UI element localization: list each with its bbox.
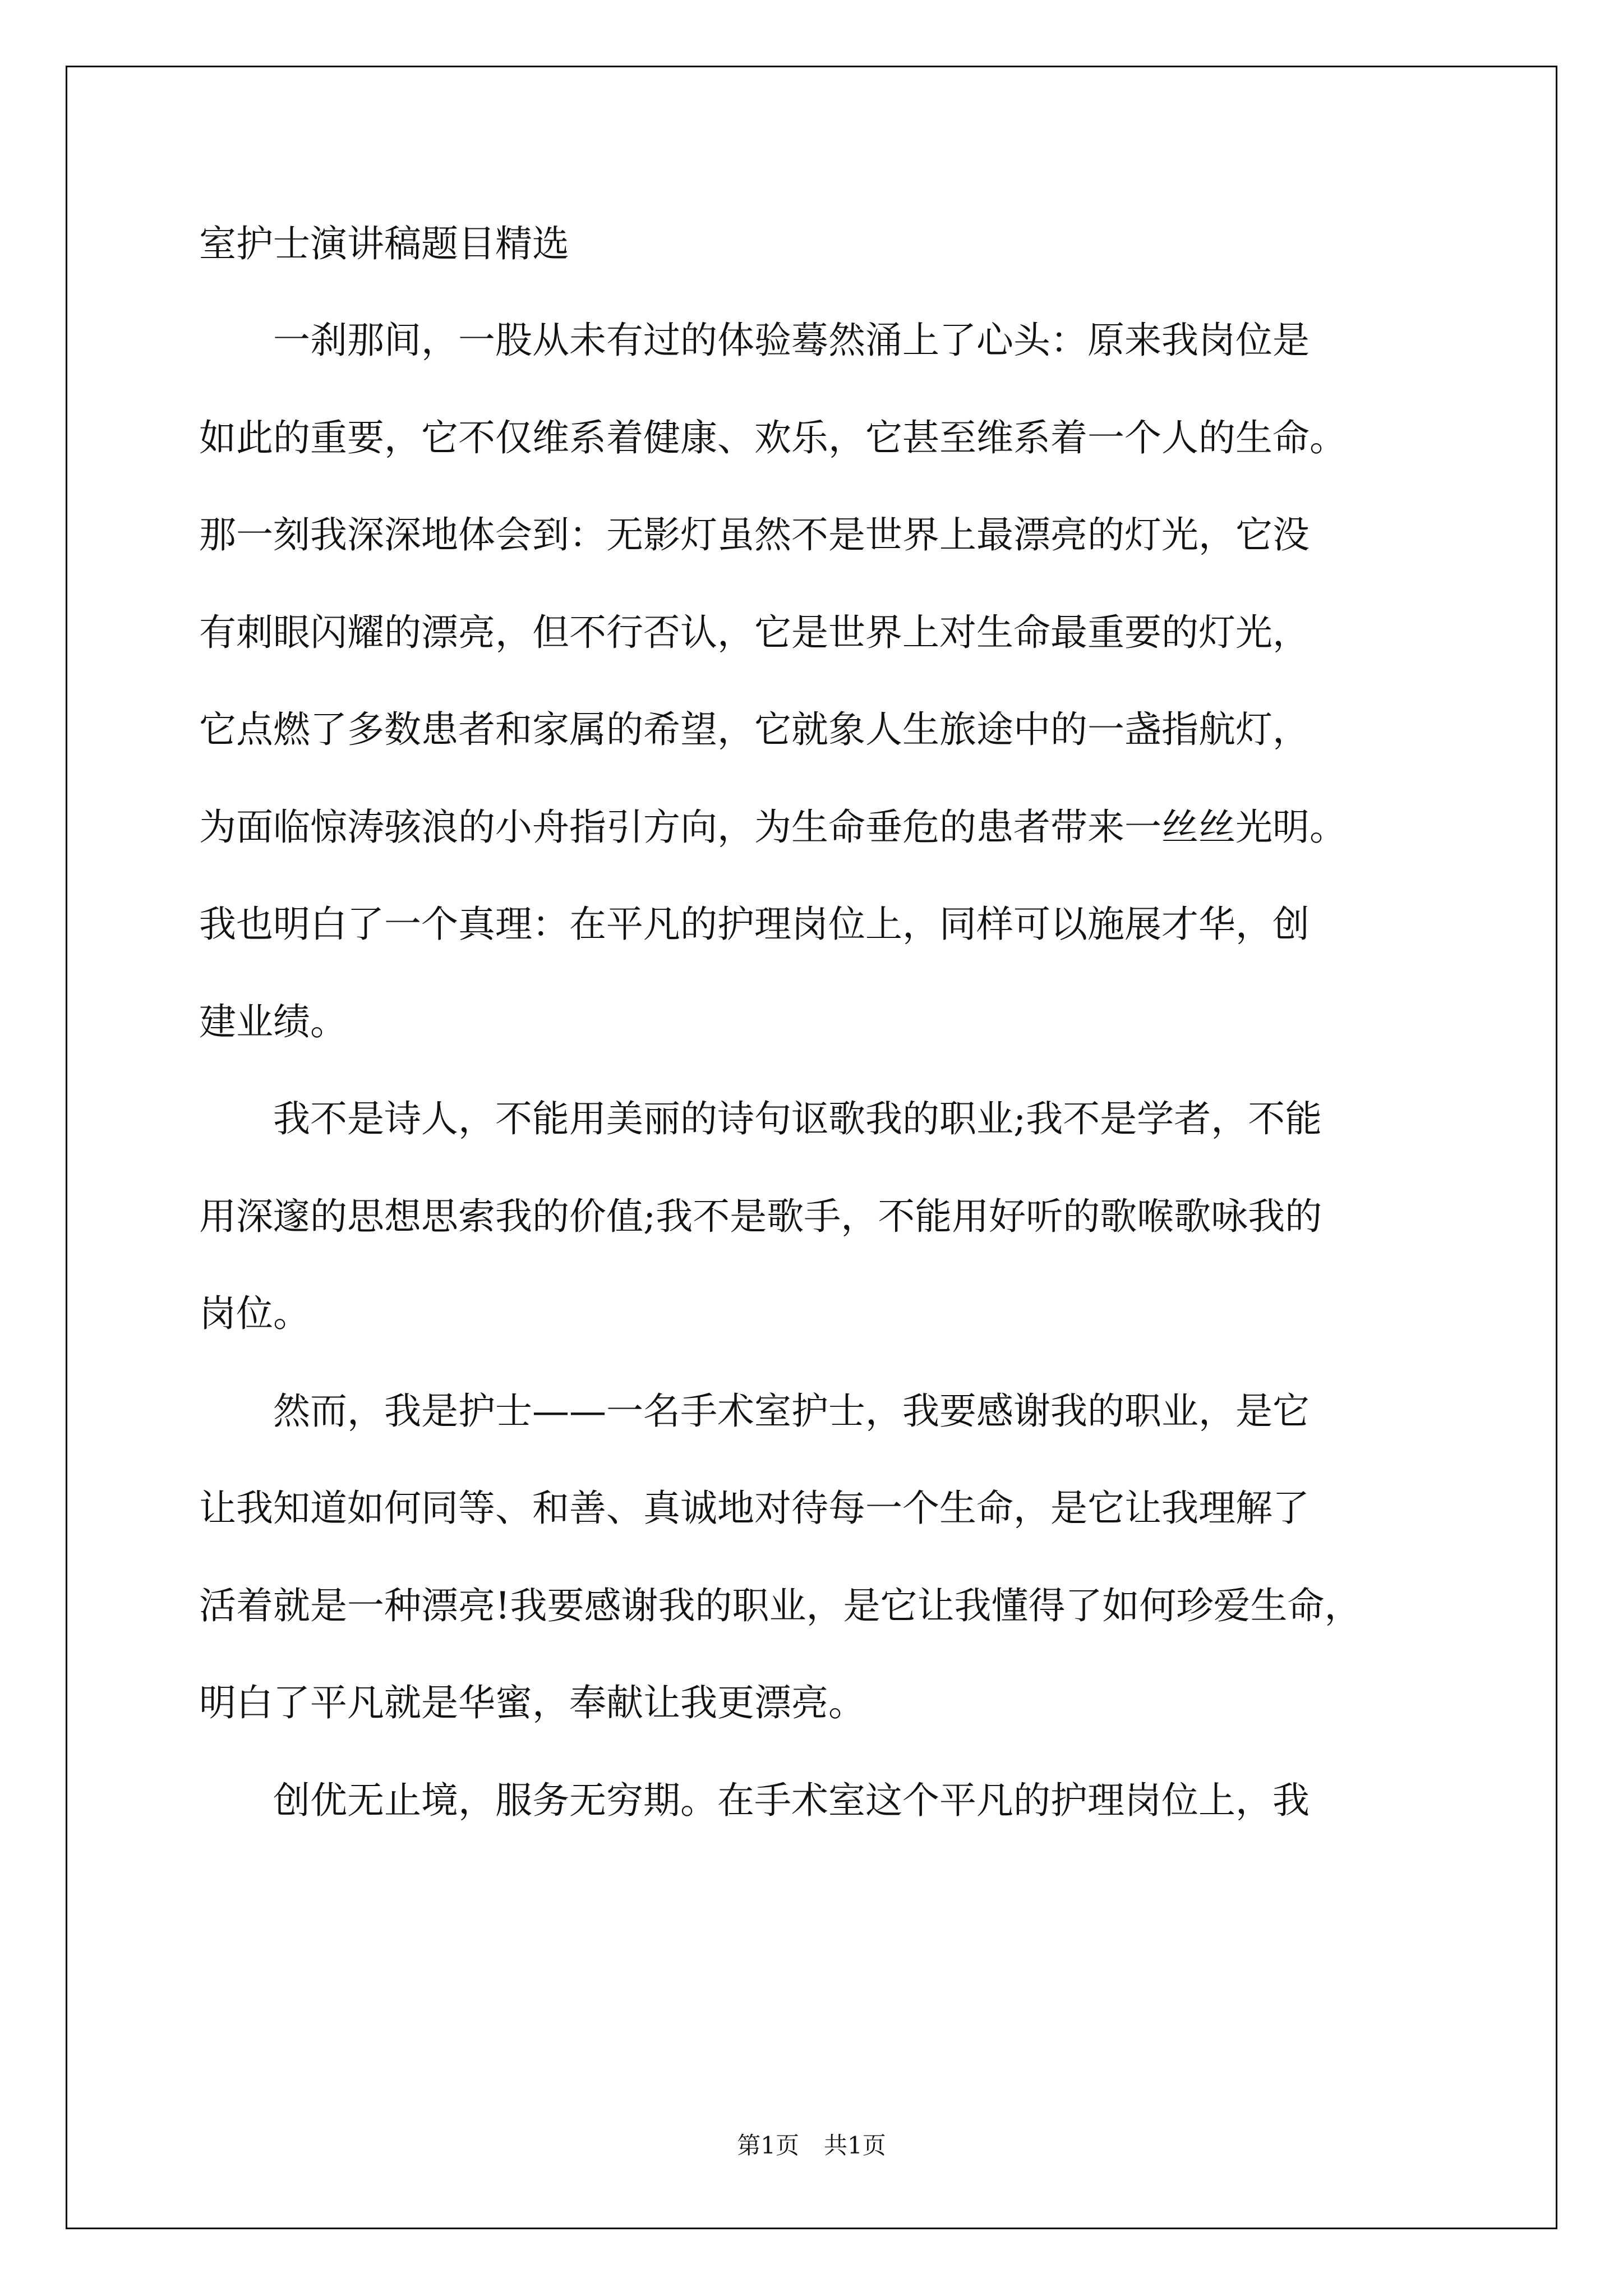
text-line: 那一刻我深深地体会到：无影灯虽然不是世界上最漂亮的灯光，它没 [199, 513, 1310, 556]
paragraph [199, 292, 1427, 1070]
text-line: 让我知道如何同等、和善、真诚地对待每一个生命，是它让我理解了 [199, 1487, 1310, 1530]
text-line: 用深邃的思想思索我的价值;我不是歌手，不能用好听的歌喉歌咏我的 [199, 1194, 1322, 1238]
text-line: 然而，我是护士——一名手术室护士，我要感谢我的职业，是它 [199, 1389, 1310, 1433]
paragraph [199, 1752, 1427, 1849]
text-line: 有刺眼闪耀的漂亮，但不行否认，它是世界上对生命最重要的灯光， [199, 610, 1310, 654]
text-line: 岗位。 [199, 1292, 310, 1335]
text-line: 明白了平凡就是华蜜，奉献让我更漂亮。 [199, 1681, 865, 1724]
text-line: 建业绩。 [199, 1000, 347, 1043]
paragraph [199, 1070, 1427, 1363]
text-line: 如此的重要，它不仅维系着健康、欢乐，它甚至维系着一个人的生命。 [199, 416, 1347, 459]
page-total: 共1页 [824, 2132, 886, 2159]
page-number: 第1页 [737, 2132, 799, 2159]
text-line: 为面临惊涛骇浪的小舟指引方向，为生命垂危的患者带来一丝丝光明。 [199, 805, 1347, 849]
text-line: 它点燃了多数患者和家属的希望，它就象人生旅途中的一盏指航灯， [199, 708, 1310, 751]
page-footer [0, 2129, 1623, 2162]
text-line: 创优无止境，服务无穷期。在手术室这个平凡的护理岗位上，我 [199, 1778, 1310, 1822]
text-line: 活着就是一种漂亮!我要感谢我的职业，是它让我懂得了如何珍爱生命， [199, 1584, 1362, 1627]
document-body [199, 213, 1427, 1849]
text-line: 我也明白了一个真理：在平凡的护理岗位上，同样可以施展才华，创 [199, 903, 1310, 946]
document-title: 室护士演讲稿题目精选 [199, 222, 569, 265]
paragraph [199, 1363, 1427, 1752]
text-line: 一刹那间，一股从未有过的体验蓦然涌上了心头：原来我岗位是 [199, 319, 1310, 362]
paragraph-container [199, 292, 1427, 1849]
text-line: 我不是诗人，不能用美丽的诗句讴歌我的职业;我不是学者，不能 [199, 1097, 1322, 1140]
